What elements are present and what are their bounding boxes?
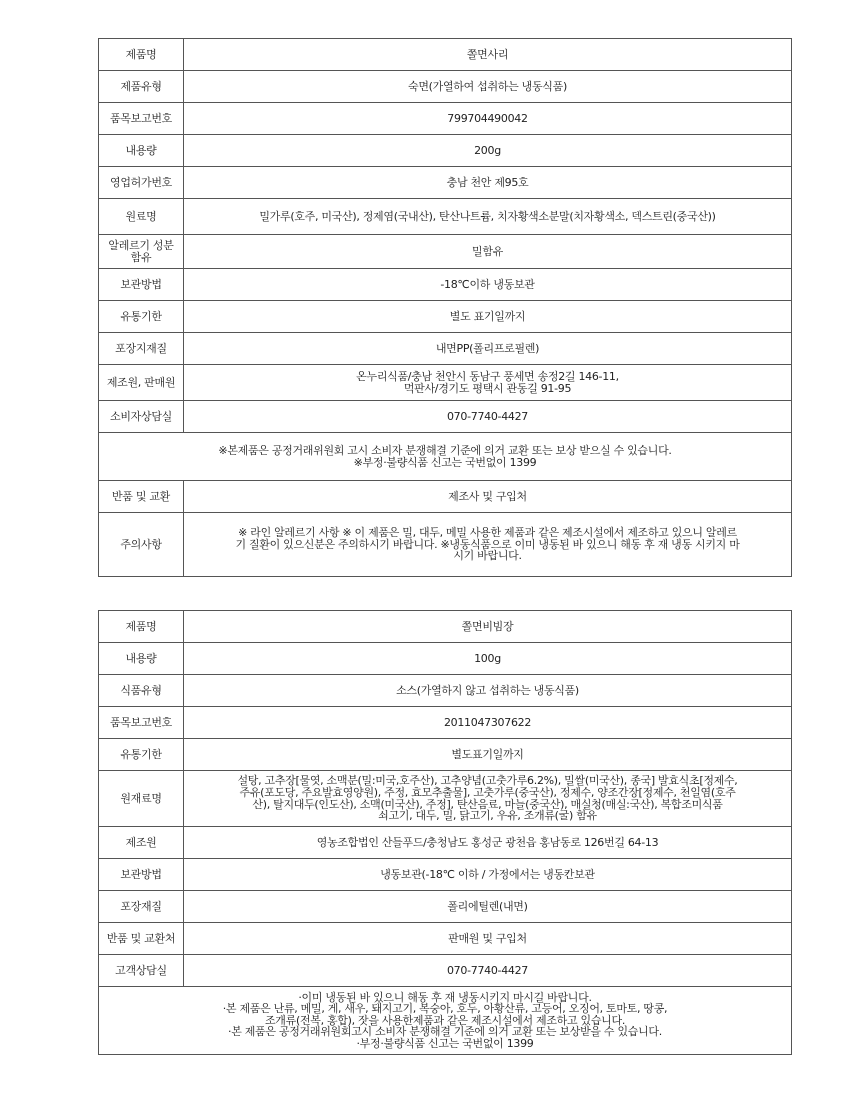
table-row — [99, 923, 792, 955]
value-line: 기 질환이 있으신분은 주의하시기 바랍니다. ※냉동식품으로 이미 냉동된 바 있으니 해동 후 재 냉동 시키지 마 — [235, 537, 740, 551]
row-value — [184, 771, 792, 827]
row-label: 알레르기 성분 함유 — [99, 235, 184, 269]
row-label: 포장지재질 — [99, 333, 184, 365]
value-line: 온누리식품/충남 천안시 동남구 풍세면 송정2길 146-11, — [356, 369, 619, 383]
product-info-table-sauce — [98, 610, 792, 1055]
row-value: -18℃이하 냉동보관 — [184, 269, 792, 301]
row-label: 영업허가번호 — [99, 167, 184, 199]
row-value: 070-7740-4427 — [184, 955, 792, 987]
row-value: 쫄면비빔장 — [184, 611, 792, 643]
table-row — [99, 707, 792, 739]
row-value: 소스(가열하지 않고 섭취하는 냉동식품) — [184, 675, 792, 707]
row-value: 070-7740-4427 — [184, 401, 792, 433]
row-value — [184, 513, 792, 577]
table-row — [99, 891, 792, 923]
value-line: 주유(포도당, 주요발효영양원), 주정, 효모추출물], 고춧가루(중국산), 정제수, 양조간장[정제수, 천일염(호주 — [239, 785, 736, 799]
value-line: 설탕, 고추장[물엿, 소맥분(밀:미국,호주산), 고추양념(고춧가루6.2%), 밀쌀(미국산), 종국] 발효식초[정제수, — [237, 774, 738, 788]
row-label: 반품 및 교환 — [99, 481, 184, 513]
row-label: 보관방법 — [99, 269, 184, 301]
row-label: 보관방법 — [99, 859, 184, 891]
notice-line: ·본 제품은 공정거래위원회고시 소비자 분쟁해결 기준에 의거 교환 또는 보상받을 수 있습니다. — [228, 1025, 662, 1039]
notice-row — [99, 987, 792, 1055]
row-value: 200g — [184, 135, 792, 167]
table-row — [99, 401, 792, 433]
notice-line: ·이미 냉동된 바 있으니 해동 후 재 냉동시키지 마시길 바랍니다. — [298, 990, 592, 1004]
value-line: 먹판사/경기도 평택시 관동길 91-95 — [403, 381, 572, 395]
table-row — [99, 135, 792, 167]
row-label: 포장재질 — [99, 891, 184, 923]
row-label: 고객상담실 — [99, 955, 184, 987]
table-row — [99, 611, 792, 643]
row-value: 냉동보관(-18℃ 이하 / 가정에서는 냉동칸보관 — [184, 859, 792, 891]
row-value: 판매원 및 구입처 — [184, 923, 792, 955]
row-label: 품목보고번호 — [99, 103, 184, 135]
row-label: 제품명 — [99, 39, 184, 71]
row-value: 제조사 및 구입처 — [184, 481, 792, 513]
notice-line: ·본 제품은 난류, 메밀, 게, 새우, 돼지고기, 복숭아, 호두, 아황산류, 고등어, 오징어, 토마토, 땅콩, — [222, 1002, 668, 1016]
table-row — [99, 859, 792, 891]
notice-line: 조개류(전복, 홍합), 잣을 사용한제품과 같은 제조시설에서 제조하고 있습니다. — [264, 1013, 626, 1027]
row-label: 제조원 — [99, 827, 184, 859]
table-row — [99, 269, 792, 301]
table-row — [99, 481, 792, 513]
table-row — [99, 675, 792, 707]
notice-line: ※본제품은 공정거래위원회 고시 소비자 분쟁해결 기준에 의거 교환 또는 보상 받으실 수 있습니다. — [218, 443, 672, 457]
value-line: ※ 라인 알레르기 사항 ※ 이 제품은 밀, 대두, 메밀 사용한 제품과 같은 제조시설에서 제조하고 있으니 알레르 — [238, 526, 737, 540]
row-label: 제조원, 판매원 — [99, 365, 184, 401]
row-label: 원재료명 — [99, 771, 184, 827]
row-label: 주의사항 — [99, 513, 184, 577]
table-row — [99, 955, 792, 987]
notice-line: ※부정·불량식품 신고는 국번없이 1399 — [353, 455, 537, 469]
row-value: 100g — [184, 643, 792, 675]
value-line: 쇠고기, 대두, 밀, 닭고기, 우유, 조개류(굴) 함유 — [378, 809, 597, 823]
product-info-table-noodles — [98, 38, 792, 577]
table-row — [99, 39, 792, 71]
row-value: 숙면(가열하여 섭취하는 냉동식품) — [184, 71, 792, 103]
row-label: 품목보고번호 — [99, 707, 184, 739]
table-row — [99, 167, 792, 199]
row-value: 내면PP(폴리프로필렌) — [184, 333, 792, 365]
table-row — [99, 643, 792, 675]
row-label: 유통기한 — [99, 739, 184, 771]
notice-text — [99, 433, 792, 481]
row-value: 별도표기일까지 — [184, 739, 792, 771]
row-value: 밀가루(호주, 미국산), 정제염(국내산), 탄산나트륨, 치자황색소분말(치자황색소, 덱스트린(중국산)) — [184, 199, 792, 235]
table-row — [99, 103, 792, 135]
table-row — [99, 827, 792, 859]
table-row — [99, 513, 792, 577]
row-value: 충남 천안 제95호 — [184, 167, 792, 199]
row-label: 소비자상담실 — [99, 401, 184, 433]
row-label: 제품유형 — [99, 71, 184, 103]
table-row — [99, 199, 792, 235]
table-row — [99, 301, 792, 333]
table-row — [99, 365, 792, 401]
row-value: 2011047307622 — [184, 707, 792, 739]
table-row — [99, 333, 792, 365]
row-label: 원료명 — [99, 199, 184, 235]
table-row — [99, 739, 792, 771]
notice-text — [99, 987, 792, 1055]
row-value: 밀함유 — [184, 235, 792, 269]
row-label: 유통기한 — [99, 301, 184, 333]
row-label: 식품유형 — [99, 675, 184, 707]
table-row — [99, 235, 792, 269]
table-row — [99, 71, 792, 103]
notice-line: ·부정·불량식품 신고는 국번없이 1399 — [356, 1036, 534, 1050]
value-line: 시기 바랍니다. — [453, 549, 522, 563]
row-label: 내용량 — [99, 135, 184, 167]
row-value — [184, 365, 792, 401]
row-value: 799704490042 — [184, 103, 792, 135]
notice-row — [99, 433, 792, 481]
row-value: 쫄면사리 — [184, 39, 792, 71]
row-label: 제품명 — [99, 611, 184, 643]
row-value: 별도 표기일까지 — [184, 301, 792, 333]
row-label: 내용량 — [99, 643, 184, 675]
row-value: 폴리에틸렌(내면) — [184, 891, 792, 923]
table-row — [99, 771, 792, 827]
row-value: 영농조합법인 산들푸드/충청남도 홍성군 광천읍 홍남동로 126번길 64-13 — [184, 827, 792, 859]
value-line: 산), 탈지대두(인도산), 소맥(미국산), 주정], 탄산음료, 마늘(중국산), 매실청(매실:국산), 복합조미식품 — [252, 797, 723, 811]
row-label: 반품 및 교환처 — [99, 923, 184, 955]
